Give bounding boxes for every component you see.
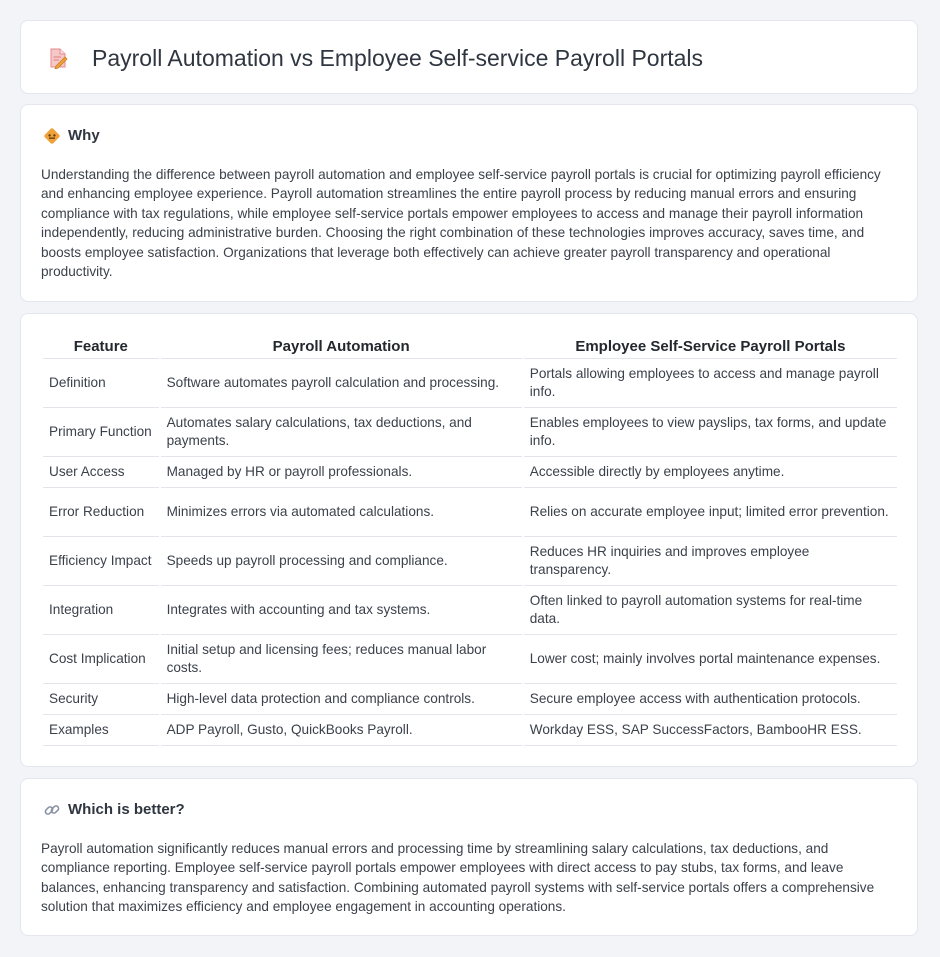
header-feature: Feature [43, 334, 159, 359]
table-row [43, 359, 897, 408]
portal-cell: Reduces HR inquiries and improves employee transparency. [524, 537, 897, 586]
automation-cell: High-level data protection and compliance controls. [161, 684, 522, 715]
feature-cell: Error Reduction [43, 488, 159, 537]
portal-cell: Often linked to payroll automation systems for real-time data. [524, 586, 897, 635]
better-heading: Which is better? [68, 801, 185, 818]
document-edit-icon [47, 47, 69, 69]
portal-cell: Portals allowing employees to access and manage payroll info. [524, 359, 897, 408]
table-row [43, 488, 897, 537]
page-title: Payroll Automation vs Employee Self-service Payroll Portals [92, 45, 704, 71]
portal-cell: Relies on accurate employee input; limited error prevention. [524, 488, 897, 537]
portal-cell: Secure employee access with authentication protocols. [524, 684, 897, 715]
automation-cell: Managed by HR or payroll professionals. [161, 457, 522, 488]
feature-cell: Definition [43, 359, 159, 408]
comparison-table [41, 334, 899, 746]
header-payroll-automation: Payroll Automation [161, 334, 522, 359]
header-self-service-portals: Employee Self-Service Payroll Portals [524, 334, 897, 359]
table-row [43, 537, 897, 586]
portal-cell: Workday ESS, SAP SuccessFactors, BambooHR ESS. [524, 715, 897, 746]
automation-cell: Initial setup and licensing fees; reduces manual labor costs. [161, 635, 522, 684]
table-row [43, 684, 897, 715]
table-row [43, 635, 897, 684]
portal-cell: Accessible directly by employees anytime. [524, 457, 897, 488]
title-card [20, 20, 918, 94]
better-heading-row [43, 799, 185, 821]
feature-cell: Cost Implication [43, 635, 159, 684]
feature-cell: Examples [43, 715, 159, 746]
why-heading: Why [68, 127, 100, 144]
table-row [43, 586, 897, 635]
table-header-row [43, 334, 897, 359]
table-row [43, 715, 897, 746]
table-row [43, 408, 897, 457]
feature-cell: Integration [43, 586, 159, 635]
comparison-section [20, 313, 918, 767]
portal-cell: Enables employees to view payslips, tax forms, and update info. [524, 408, 897, 457]
automation-cell: Speeds up payroll processing and compliance. [161, 537, 522, 586]
automation-cell: Minimizes errors via automated calculations. [161, 488, 522, 537]
feature-cell: User Access [43, 457, 159, 488]
automation-cell: Automates salary calculations, tax deductions, and payments. [161, 408, 522, 457]
automation-cell: ADP Payroll, Gusto, QuickBooks Payroll. [161, 715, 522, 746]
feature-cell: Security [43, 684, 159, 715]
link-icon [43, 801, 61, 819]
automation-cell: Integrates with accounting and tax systems. [161, 586, 522, 635]
diamond-warning-icon [43, 127, 61, 145]
feature-cell: Efficiency Impact [43, 537, 159, 586]
better-body: Payroll automation significantly reduces manual errors and processing time by streamlining salary calculations, tax deductions, and compliance reporting. Employee self-service payroll portals empower employees with direct access to pay stubs, tax forms, and leave balances, enhancing transparency and satisfaction. Combining automated payroll systems with self-service portals offers a comprehensive solution that maximizes efficiency and employee engagement in accounting operations. [41, 841, 875, 915]
why-body: Understanding the difference between payroll automation and employee self-service payroll portals is crucial for optimizing payroll efficiency and enhancing employee experience. Payroll automation streamlines the entire payroll process by reducing manual errors and ensuring compliance with tax regulations, while employee self-service portals empower employees to access and manage their payroll information independently, reducing administrative burden. Choosing the right combination of these technologies improves accuracy, saves time, and boosts employee satisfaction. Organizations that leverage both effectively can achieve greater payroll transparency and operational productivity. [41, 167, 881, 280]
why-heading-row [43, 125, 100, 147]
why-section [20, 104, 918, 302]
portal-cell: Lower cost; mainly involves portal maintenance expenses. [524, 635, 897, 684]
automation-cell: Software automates payroll calculation and processing. [161, 359, 522, 408]
table-row [43, 457, 897, 488]
which-is-better-section [20, 778, 918, 936]
feature-cell: Primary Function [43, 408, 159, 457]
